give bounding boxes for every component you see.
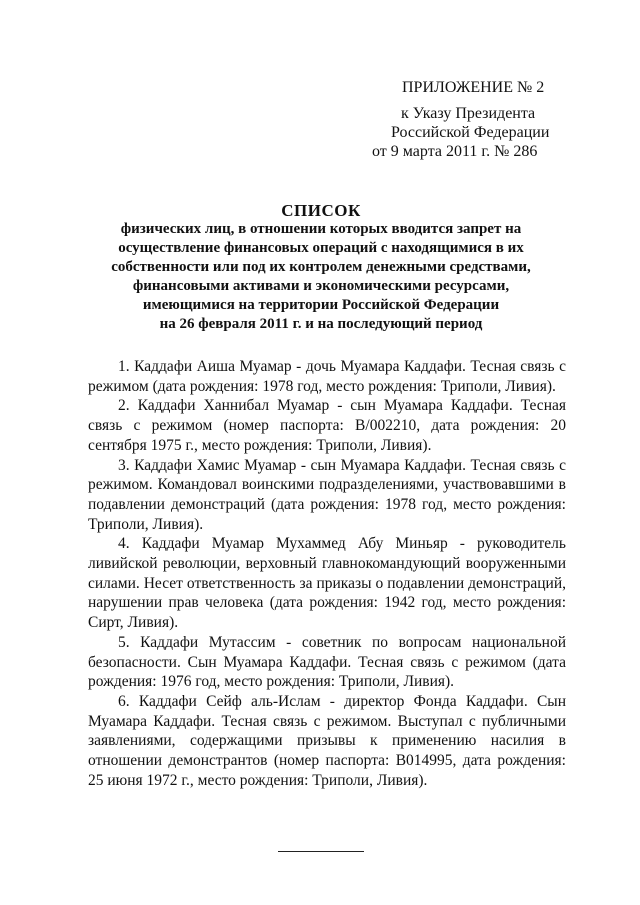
- list-item: 5. Каддафи Мутассим - советник по вопросам национальной безопасности. Сын Муамара Каддафи. Тесная связь с режимом (дата рождения: 1976 год, место рождения: Триполи, Ливия).: [88, 633, 566, 691]
- subtitle-line: на 26 февраля 2011 г. и на последующий период: [159, 316, 483, 332]
- list-item: 1. Каддафи Аиша Муамар - дочь Муамара Каддафи. Тесная связь с режимом (дата рождения: 1978 год, место рождения: Триполи, Ливия).: [88, 358, 566, 395]
- closing-divider: [278, 851, 364, 852]
- document-title: СПИСОК: [281, 201, 361, 220]
- subtitle-line: физических лиц, в отношении которых вводится запрет на: [120, 221, 522, 237]
- list-item: 2. Каддафи Ханнибал Муамар - сын Муамара Каддафи. Тесная связь с режимом (номер паспорта: B/002210, дата рождения: 20 сентября 1975 г., место рождения: Триполи, Ливия).: [88, 397, 566, 454]
- appendix-line-date: от 9 марта 2011 г. № 286: [372, 143, 538, 160]
- list-item: 4. Каддафи Муамар Мухаммед Абу Миньяр - руководитель ливийской революции, верховный главнокомандующий вооруженными силами. Несет ответственность за приказы о подавлении демонстраций, нарушении прав человека (дата рождения: 1942 год, место рождения: Сирт, Ливия).: [88, 535, 566, 632]
- subtitle-line: осуществление финансовых операций с находящимися в их: [118, 240, 524, 256]
- appendix-number: ПРИЛОЖЕНИЕ № 2: [402, 79, 545, 96]
- list-item: 3. Каддафи Хамис Муамар - сын Муамара Каддафи. Тесная связь с режимом. Командовал воинскими подразделениями, участвовавшими в подавлении демонстраций (дата рождения: 1978 год, место рождения: Триполи, Ливия).: [88, 456, 566, 533]
- list-item: 6. Каддафи Сейф аль-Ислам - директор Фонда Каддафи. Сын Муамара Каддафи. Тесная связь с режимом. Выступал с публичными заявлениями, содержащими призывы к применению насилия в отношении демонстрантов (номер паспорта: B014995, дата рождения: 25 июня 1972 г., место рождения: Триполи, Ливия).: [88, 692, 566, 789]
- appendix-block: [372, 78, 592, 161]
- document-subtitle: [88, 220, 554, 334]
- subtitle-line: имеющимися на территории Российской Федерации: [142, 297, 500, 313]
- persons-list: [88, 357, 566, 790]
- subtitle-line: финансовыми активами и экономическими ресурсами,: [132, 278, 510, 294]
- appendix-line-decree: к Указу Президента: [401, 105, 536, 122]
- subtitle-line: собственности или под их контролем денежными средствами,: [111, 259, 531, 275]
- appendix-line-federation: Российской Федерации: [391, 124, 550, 141]
